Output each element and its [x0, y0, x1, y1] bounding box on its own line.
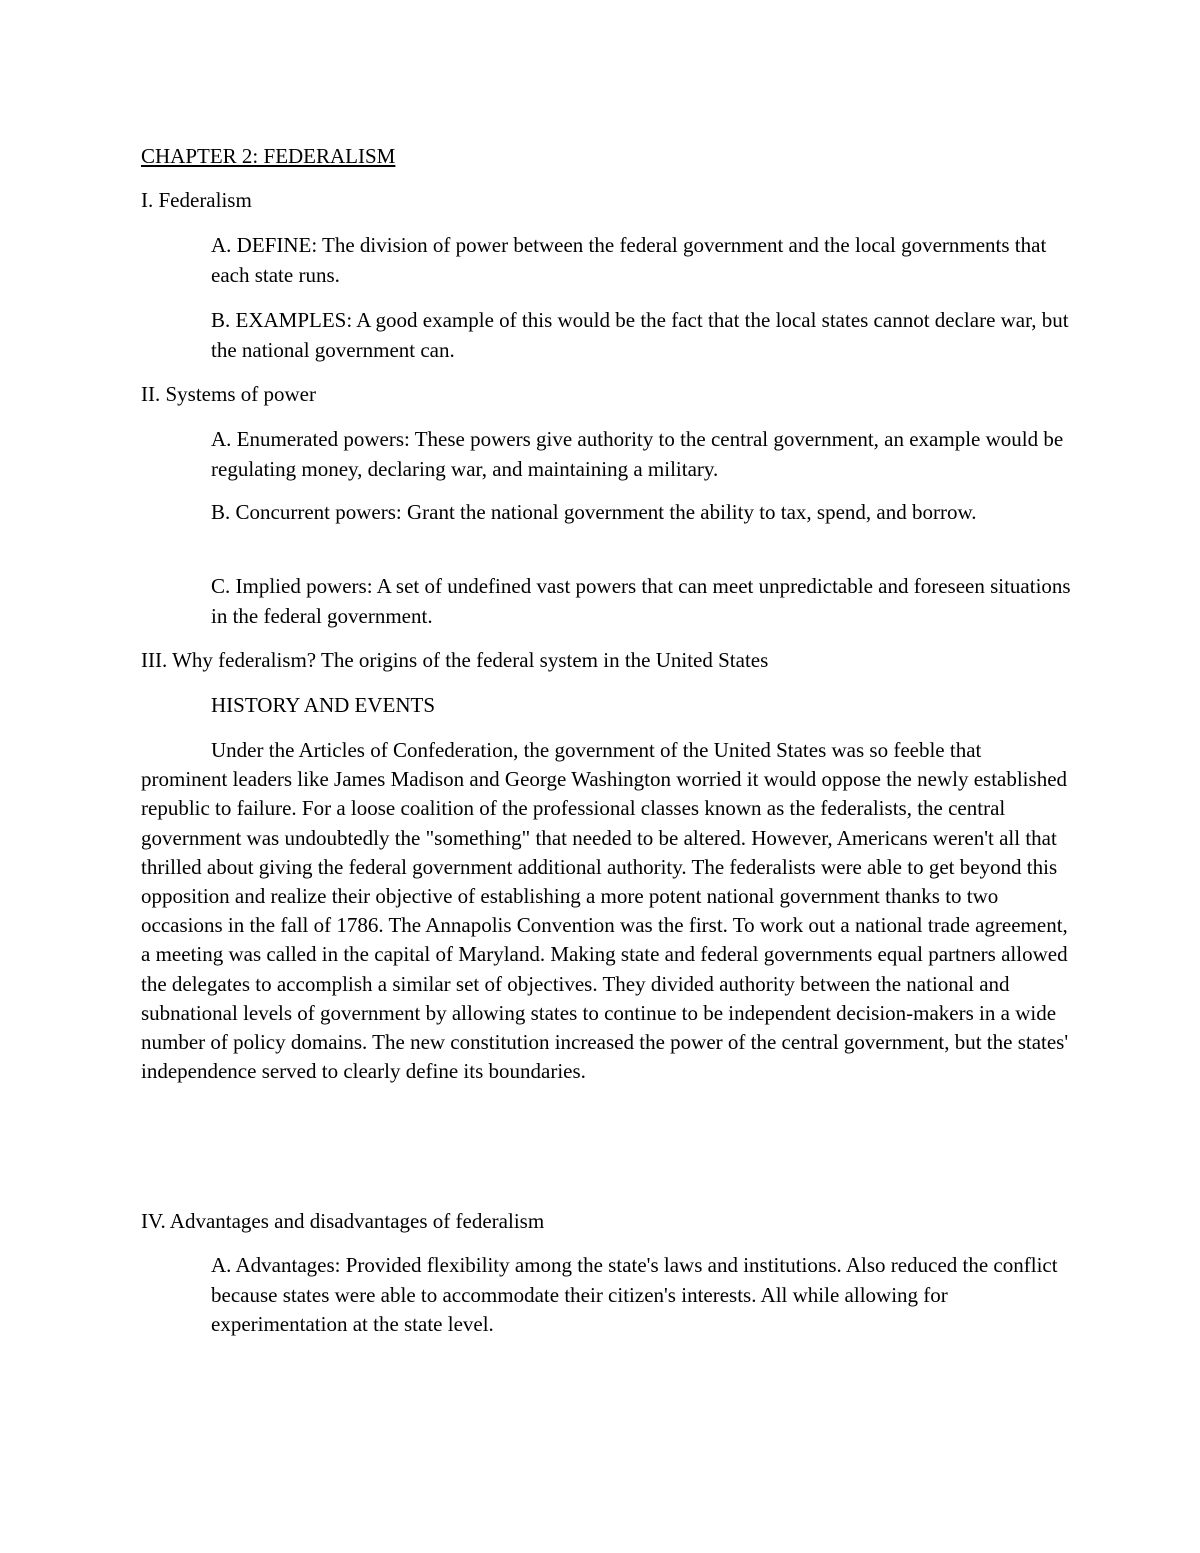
chapter-title: CHAPTER 2: FEDERALISM — [141, 144, 396, 168]
section-2-item-b: B. Concurrent powers: Grant the national government the ability to tax, spend, and borrow. — [211, 500, 977, 524]
section-4-heading: IV. Advantages and disadvantages of federalism — [141, 1209, 545, 1233]
section-2-item-c: C. Implied powers: A set of undefined vast powers that can meet unpredictable and foreseen situations in the federal government. — [211, 574, 1071, 628]
section-3-subheading: HISTORY AND EVENTS — [211, 693, 436, 717]
section-1-item-b: B. EXAMPLES: A good example of this would be the fact that the local states cannot declare war, but the national government can. — [211, 308, 1069, 362]
section-3-paragraph: Under the Articles of Confederation, the government of the United States was so feeble that prominent leaders like James Madison and George Washington worried it would oppose the newly established republic to failure. For a loose coalition of the professional classes known as the federalists, the central government was undoubtedly the "something" that needed to be altered. However, Americans weren't all that thrilled about giving the federal government additional authority. The federalists were able to get beyond this opposition and realize their objective of establishing a more potent national government thanks to two occasions in the fall of 1786. The Annapolis Convention was the first. To work out a national trade agreement, a meeting was called in the capital of Maryland. Making state and federal governments equal partners allowed the delegates to accomplish a similar set of objectives. They divided authority between the national and subnational levels of government by allowing states to continue to be independent decision-makers in a wide number of policy domains. The new constitution increased the power of the central government, but the states' independence served to clearly define its boundaries. — [141, 738, 1069, 1084]
section-1-heading: I. Federalism — [141, 188, 252, 212]
section-4-item-a: A. Advantages: Provided flexibility among the state's laws and institutions. Also reduced the conflict because states were able to accommodate their citizen's interests. All while allowing for experimentation at the state level. — [211, 1253, 1058, 1336]
section-2-item-a: A. Enumerated powers: These powers give authority to the central government, an example would be regulating money, declaring war, and maintaining a military. — [211, 427, 1064, 481]
section-2-heading: II. Systems of power — [141, 382, 316, 406]
section-3-heading: III. Why federalism? The origins of the federal system in the United States — [141, 648, 769, 672]
section-1-item-a: A. DEFINE: The division of power between the federal government and the local governments that each state runs. — [211, 233, 1047, 287]
